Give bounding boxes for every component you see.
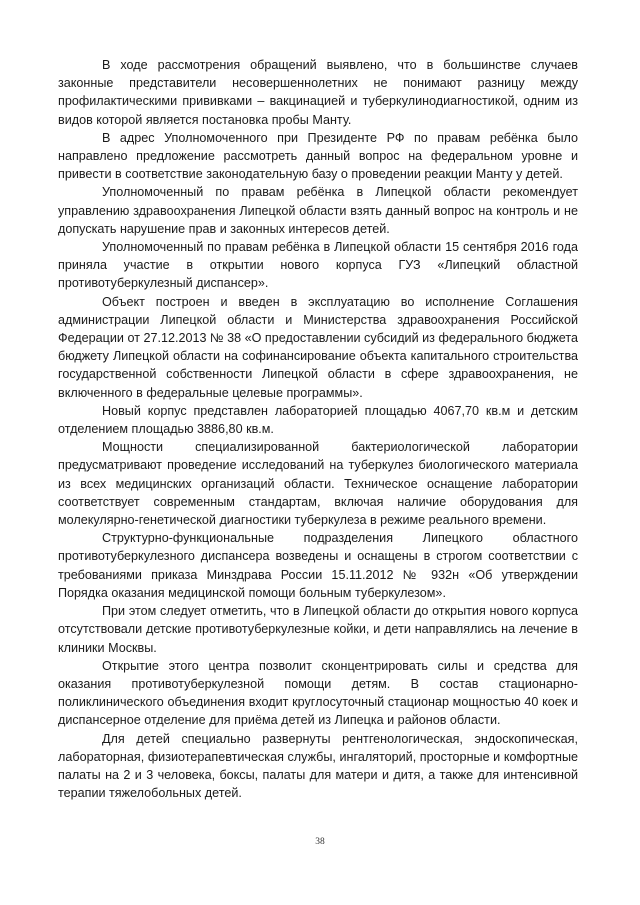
paragraph-5: Объект построен и введен в эксплуатацию во исполнение Соглашения администрации Липецкой области и Министерства здравоохранения Российской Федерации от 27.12.2013 № 38 «О предоставлении субсидий из федерального бюджета бюджету Липецкой области на софинансирование объекта капитального строительства государственной собственности Липецкой области в сфере здравоохранения, не включенного в федеральные целевые программы». <box>58 294 578 400</box>
document-body <box>58 56 578 802</box>
paragraph-9: При этом следует отметить, что в Липецкой области до открытия нового корпуса отсутствовали детские противотуберкулезные койки, и дети направлялись на лечение в клиники Москвы. <box>58 604 578 655</box>
paragraph-2: В адрес Уполномоченного при Президенте РФ по правам ребёнка было направлено предложение рассмотреть данный вопрос на федеральном уровне и привести в соответствие законодательную базу о проведении реакции Манту у детей. <box>58 130 578 182</box>
paragraph-8: Структурно-функциональные подразделения Липецкого областного противотуберкулезного диспансера возведены и оснащены в строгом соответствии с требованиями приказа Минздрава России 15.11.2012 № 932н «Об утверждении Порядка оказания медицинской помощи больным туберкулезом». <box>58 531 578 600</box>
page-number: 38 <box>315 837 325 847</box>
paragraph-11: Для детей специально развернуты рентгенологическая, эндоскопическая, лабораторная, физиотерапевтическая службы, ингаляторий, просторные и комфортные палаты на 2 и 3 человека, боксы, палаты для матери и дитя, а также для интенсивной терапии тяжелобольных детей. <box>58 731 578 801</box>
paragraph-10: Открытие этого центра позволит сконцентрировать силы и средства для оказания противотуберкулезной помощи детям. В состав стационарно-поликлинического объединения входит круглосуточный стационар мощностью 40 коек и диспансерное отделение для приёма детей из Липецка и районов области. <box>58 658 578 728</box>
paragraph-6: Новый корпус представлен лабораторией площадью 4067,70 кв.м и детским отделением площадью 3886,80 кв.м. <box>58 403 578 437</box>
paragraph-7: Мощности специализированной бактериологической лаборатории предусматривают проведение исследований на туберкулез биологического материала из всех медицинских организаций области. Техническое оснащение лаборатории соответствует современным стандартам, включая наличие оборудования для молекулярно-генетической диагностики туберкулеза в режиме реального времени. <box>58 440 578 528</box>
paragraph-1: В ходе рассмотрения обращений выявлено, что в большинстве случаев законные представители несовершеннолетних не понимают разницу между профилактическими прививками – вакцинацией и туберкулинодиагностикой, одним из видов которой является постановка пробы Манту. <box>58 58 578 127</box>
paragraph-4: Уполномоченный по правам ребёнка в Липецкой области 15 сентября 2016 года приняла участие в открытии нового корпуса ГУЗ «Липецкий областной противотуберкулезный диспансер». <box>58 240 578 291</box>
paragraph-3: Уполномоченный по правам ребёнка в Липецкой области рекомендует управлению здравоохранения Липецкой области взять данный вопрос на контроль и не допускать нарушение прав и законных интересов детей. <box>58 185 578 236</box>
